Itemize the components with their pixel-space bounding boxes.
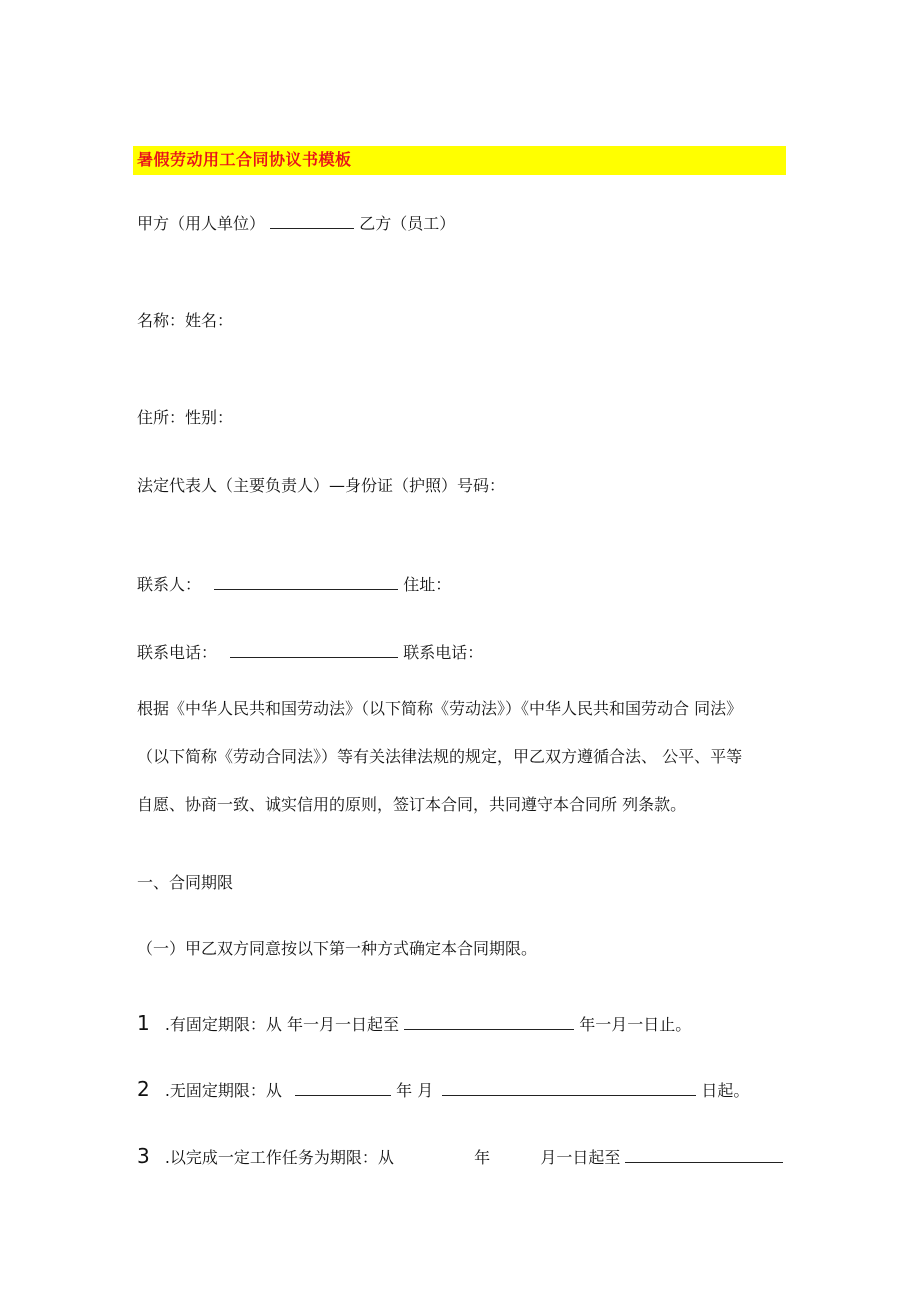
- term-item-2: [137, 1078, 749, 1102]
- year-blank[interactable]: [295, 1079, 391, 1096]
- parties-line: [137, 212, 455, 235]
- item-text-mid: 年 月: [396, 1081, 434, 1100]
- item-text: .以完成一定工作任务为期限：从: [164, 1148, 394, 1167]
- item-text: .无固定期限：从: [164, 1081, 282, 1100]
- item-text-end: 年一月一日止。: [579, 1015, 692, 1034]
- contact-address-label: 住址：: [403, 575, 452, 594]
- item-number: 2: [137, 1077, 150, 1101]
- preamble-line: 自愿、协商一致、诚实信用的原则，签订本合同，共同遵守本合同所 列条款。: [137, 795, 687, 814]
- party-a-blank[interactable]: [270, 212, 354, 229]
- item-text-month: 月一日起至: [540, 1148, 621, 1167]
- contact-line: [137, 573, 451, 596]
- term-item-3: [137, 1145, 783, 1169]
- item-text-year: 年: [474, 1148, 491, 1167]
- preamble-line: （以下简称《劳动合同法》）等有关法律法规的规定，甲乙双方遵循合法、 公平、平等: [137, 747, 743, 766]
- document-title: 暑假劳动用工合同协议书模板: [137, 150, 352, 169]
- phone-b-label: 联系电话：: [403, 643, 484, 662]
- item-number: 1: [137, 1011, 150, 1035]
- preamble-paragraph: [137, 685, 797, 829]
- address-line: 住所：性别：: [137, 408, 234, 427]
- phone-line: [137, 641, 483, 664]
- representative-line: 法定代表人（主要负责人）—身份证（护照）号码：: [137, 476, 506, 495]
- contact-person-blank[interactable]: [214, 573, 398, 590]
- party-a-label: 甲方（用人单位）: [137, 214, 266, 233]
- phone-a-blank[interactable]: [230, 641, 398, 658]
- section-subheading: （一）甲乙双方同意按以下第一种方式确定本合同期限。: [137, 939, 538, 958]
- name-line: 名称：姓名：: [137, 311, 234, 330]
- phone-a-label: 联系电话：: [137, 643, 218, 662]
- item-text: .有固定期限：从 年一月一日起至: [164, 1015, 400, 1034]
- item-number: 3: [137, 1144, 150, 1168]
- term-item-1: [137, 1012, 691, 1036]
- day-blank[interactable]: [442, 1079, 696, 1096]
- end-date-blank[interactable]: [404, 1013, 574, 1030]
- item-text-end: 日起。: [701, 1081, 750, 1100]
- end-blank[interactable]: [625, 1146, 783, 1163]
- party-b-label: 乙方（员工）: [359, 214, 456, 233]
- contact-person-label: 联系人：: [137, 575, 202, 594]
- section-heading: 一、合同期限: [137, 873, 234, 892]
- preamble-line: 根据《中华人民共和国劳动法》（以下简称《劳动法》）《中华人民共和国劳动合 同法》: [137, 699, 743, 718]
